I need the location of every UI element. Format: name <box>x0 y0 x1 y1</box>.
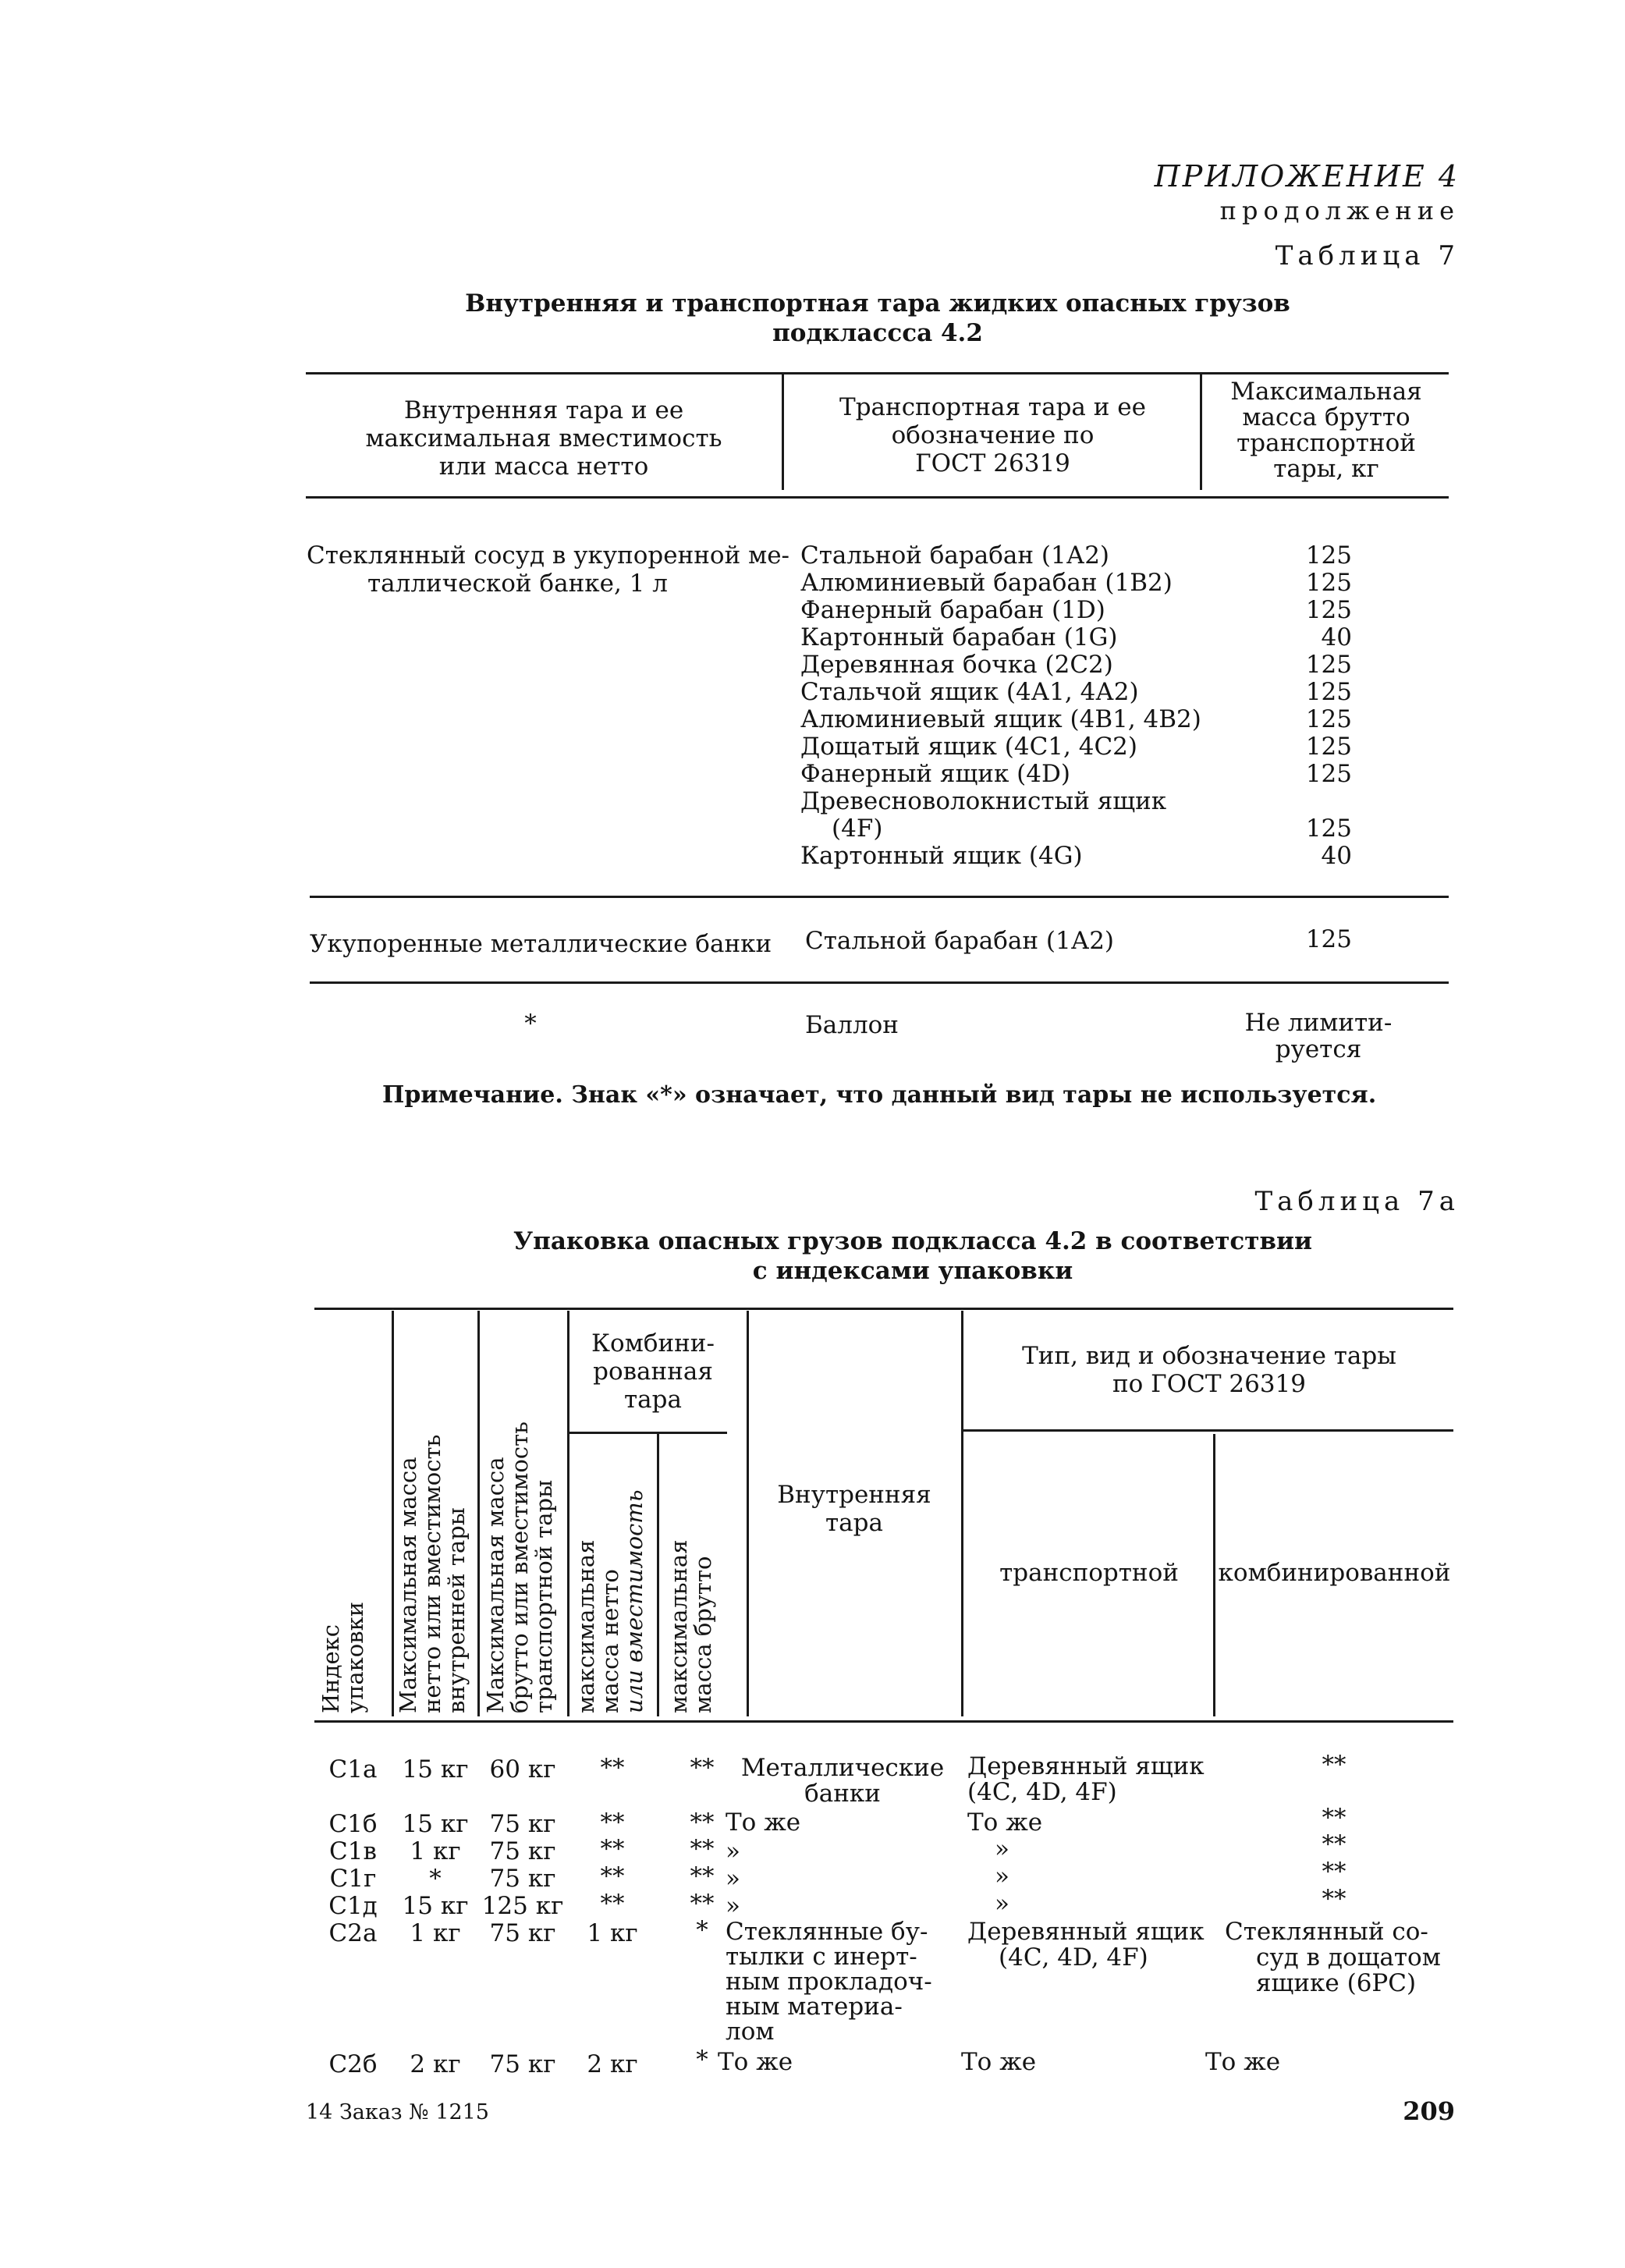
table7a-header-inner: Внутренняя тара <box>777 1481 931 1537</box>
inner-cell: » <box>726 1892 740 1920</box>
inner-max-cell: 15 кг <box>402 1810 469 1838</box>
inner-max-cell: * <box>429 1865 442 1893</box>
list-item: Картонный барабан (1G) <box>800 623 1118 651</box>
combined-cell: ** <box>1322 1804 1346 1832</box>
comb-net-cell: ** <box>600 1754 625 1782</box>
transport-max-cell: 75 кг <box>489 1837 556 1865</box>
table7-header-inner: Внутренняя тара и ее максимальная вместимость или масса нетто <box>365 396 722 481</box>
table7a-header-rule <box>314 1720 1453 1723</box>
comb-gross-cell: * <box>696 2046 708 2074</box>
inner-cell: » <box>726 1865 740 1893</box>
table7a-header-comb-gross: максимальная масса брутто <box>665 1539 716 1713</box>
comb-gross-cell: ** <box>690 1835 715 1863</box>
transport-cell: То же <box>961 2048 1037 2076</box>
transport-max-cell: 125 кг <box>481 1892 564 1920</box>
index-cell: С1б <box>328 1810 378 1838</box>
transport-cell: Деревянный ящик (4С, 4D, 4F) <box>967 1918 1205 1972</box>
continuation-label: продолжение <box>1219 196 1460 225</box>
transport-cell: » <box>995 1862 1009 1890</box>
table7a-header-inner-max: Максимальная масса нетто или вместимость внутренней тары <box>395 1434 470 1713</box>
table7-group2-transport: Стальной барабан (1А2) <box>805 927 1115 955</box>
combined-cell: ** <box>1322 1751 1346 1779</box>
combined-cell: То же <box>1205 2048 1281 2076</box>
table7-group3-inner: * <box>524 1010 537 1038</box>
list-item: Алюминиевый ящик (4В1, 4В2) <box>800 705 1201 733</box>
inner-max-cell: 15 кг <box>402 1892 469 1920</box>
transport-max-cell: 75 кг <box>489 2050 556 2078</box>
combined-cell: ** <box>1322 1830 1346 1858</box>
index-cell: С2а <box>328 1919 378 1947</box>
page-number: 209 <box>1403 2096 1455 2126</box>
table7a-type-rule <box>961 1429 1453 1432</box>
table7-group1-transport-list <box>800 541 1201 869</box>
table7-label: Таблица 7 <box>1275 240 1460 272</box>
inner-cell: Металлические банки <box>740 1754 945 1808</box>
inner-max-cell: 1 кг <box>410 1919 461 1947</box>
inner-max-cell: 15 кг <box>402 1755 469 1784</box>
comb-net-cell: 2 кг <box>587 2050 638 2078</box>
table7a-header-comb-net: максимальная масса нетто или вместимость <box>573 1489 648 1713</box>
table7-group2-inner: Укупоренные металлические банки <box>310 930 772 958</box>
table7-top-rule <box>306 372 1449 374</box>
table7-header-mass: Максимальная масса брутто транспортной тары, кг <box>1230 378 1422 483</box>
table7-title: Внутренняя и транспортная тара жидких опасных грузов подкласcса 4.2 <box>465 289 1290 347</box>
table7a-header-index: Индекс упаковки <box>318 1601 368 1713</box>
list-item: Фанерный барабан (1D) <box>800 596 1105 624</box>
table7-group2-mass: 125 <box>1305 925 1352 953</box>
comb-net-cell: ** <box>600 1808 625 1837</box>
index-cell: С2б <box>328 2050 378 2078</box>
list-item: (4F) <box>832 815 883 843</box>
table7a-title: Упаковка опасных грузов подкласса 4.2 в соответствии с индексами упаковки <box>513 1227 1313 1285</box>
list-item: Стальчой ящик (4А1, 4А2) <box>800 678 1139 706</box>
transport-max-cell: 75 кг <box>489 1810 556 1838</box>
transport-cell: » <box>995 1890 1009 1918</box>
comb-gross-cell: ** <box>690 1862 715 1890</box>
table7a-top-rule <box>314 1308 1453 1310</box>
table7-col-divider-1 <box>782 374 784 490</box>
comb-net-cell: ** <box>600 1835 625 1863</box>
inner-max-cell: 1 кг <box>410 1837 461 1865</box>
table7-group1-mass-list: 125 125 125 40 125 125 125 125 125 125 40 <box>1305 541 1352 870</box>
inner-cell: То же <box>726 1808 801 1837</box>
table7-header-rule <box>306 496 1449 499</box>
list-item: Фанерный ящик (4D) <box>800 760 1070 788</box>
inner-cell: То же <box>718 2048 793 2076</box>
combined-cell: Стеклянный со- суд в дощатом ящике (6РС) <box>1225 1918 1441 1997</box>
combined-cell: ** <box>1322 1858 1346 1886</box>
comb-gross-cell: ** <box>690 1754 715 1782</box>
comb-gross-cell: * <box>696 1916 708 1944</box>
inner-max-cell: 2 кг <box>410 2050 461 2078</box>
index-cell: С1г <box>329 1865 377 1893</box>
table7a-header-type: Тип, вид и обозначение тары по ГОСТ 26319 <box>1022 1342 1396 1398</box>
table7-group3-transport: Баллон <box>805 1011 899 1039</box>
comb-net-cell: 1 кг <box>587 1919 638 1947</box>
list-item: Картонный ящик (4G) <box>800 842 1083 870</box>
table7a-col-divider-1 <box>392 1311 394 1716</box>
table7a-header-combined2: комбинированной <box>1218 1559 1451 1587</box>
table7-col-divider-2 <box>1200 374 1202 490</box>
transport-max-cell: 75 кг <box>489 1865 556 1893</box>
table7-header-transport: Транспортная тара и ее обозначение по ГОСТ 26319 <box>839 393 1146 477</box>
index-cell: С1в <box>329 1837 377 1865</box>
inner-cell: Стеклянные бу- тылки с инерт- ным прокладоч- ным материа- лом <box>726 1918 932 2046</box>
table7a-col-divider-2 <box>477 1311 480 1716</box>
table7a-col-divider-4 <box>657 1434 659 1716</box>
table7a-header-combined: Комбини- рованная тара <box>591 1329 715 1414</box>
table7a-header-transport: транспортной <box>999 1559 1179 1587</box>
transport-max-cell: 75 кг <box>489 1919 556 1947</box>
transport-max-cell: 60 кг <box>489 1755 556 1784</box>
table7-group3-mass: Не лимити- руется <box>1244 1009 1393 1063</box>
list-item: Алюминиевый барабан (1В2) <box>800 569 1173 597</box>
list-item: Древесноволокнистый ящик <box>800 787 1167 815</box>
comb-net-cell: ** <box>600 1890 625 1918</box>
transport-cell: То же <box>967 1808 1043 1837</box>
comb-net-cell: ** <box>600 1862 625 1890</box>
table7a-col-divider-6 <box>961 1311 963 1716</box>
comb-gross-cell: ** <box>690 1890 715 1918</box>
table7a-header-transport-max: Максимальная масса брутто или вместимость транспортной тары <box>482 1421 557 1713</box>
comb-gross-cell: ** <box>690 1808 715 1837</box>
transport-cell: Деревянный ящик (4С, 4D, 4F) <box>967 1752 1205 1806</box>
list-item: Дощатый ящик (4С1, 4С2) <box>800 733 1138 761</box>
table7-group-rule-2 <box>310 981 1449 984</box>
table7-group-rule-1 <box>310 896 1449 898</box>
transport-cell: » <box>995 1835 1009 1863</box>
table7-group1-inner: Стеклянный сосуд в укупоренной ме- таллической банке, 1 л <box>307 541 790 598</box>
index-cell: С1а <box>328 1755 378 1784</box>
list-item: Стальной барабан (1А2) <box>800 541 1110 570</box>
appendix-title: ПРИЛОЖЕНИЕ 4 <box>1154 159 1460 193</box>
combined-cell: ** <box>1322 1885 1346 1913</box>
list-item: Деревянная бочка (2С2) <box>800 651 1113 679</box>
table7a-combined-rule <box>567 1432 727 1434</box>
inner-cell: » <box>726 1837 740 1865</box>
table7-note: Примечание. Знак «*» означает, что данный вид тары не используется. <box>382 1081 1377 1109</box>
index-cell: С1д <box>328 1892 378 1920</box>
footer-order: 14 Заказ № 1215 <box>306 2100 489 2124</box>
table7a-label: Таблица 7а <box>1254 1186 1460 1217</box>
